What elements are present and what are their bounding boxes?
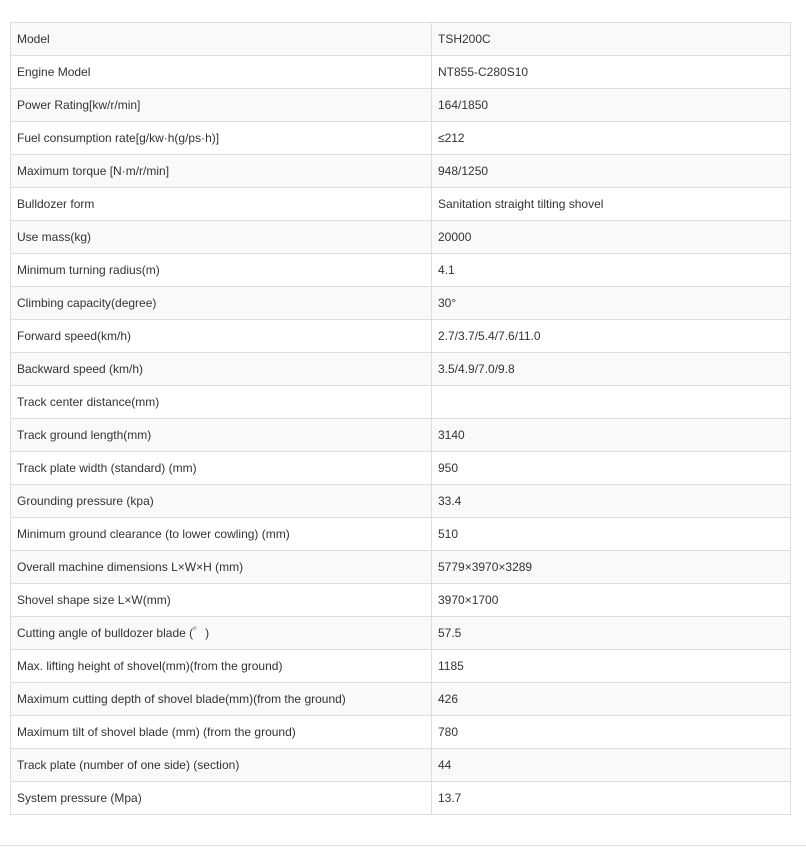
spec-value: 44 bbox=[432, 749, 791, 782]
table-row bbox=[11, 155, 791, 188]
table-row bbox=[11, 551, 791, 584]
spec-value: 13.7 bbox=[432, 782, 791, 815]
spec-value: 20000 bbox=[432, 221, 791, 254]
table-row bbox=[11, 122, 791, 155]
spec-label: Shovel shape size L×W(mm) bbox=[11, 584, 432, 617]
spec-label: Bulldozer form bbox=[11, 188, 432, 221]
spec-label: Overall machine dimensions L×W×H (mm) bbox=[11, 551, 432, 584]
table-row bbox=[11, 188, 791, 221]
spec-value: 57.5 bbox=[432, 617, 791, 650]
table-row bbox=[11, 89, 791, 122]
spec-value: 2.7/3.7/5.4/7.6/11.0 bbox=[432, 320, 791, 353]
table-row bbox=[11, 452, 791, 485]
spec-label: Forward speed(km/h) bbox=[11, 320, 432, 353]
table-row bbox=[11, 650, 791, 683]
table-row bbox=[11, 485, 791, 518]
spec-value: 33.4 bbox=[432, 485, 791, 518]
bottom-divider bbox=[0, 845, 806, 846]
table-row bbox=[11, 221, 791, 254]
spec-label: Power Rating[kw/r/min] bbox=[11, 89, 432, 122]
spec-table-body bbox=[11, 23, 791, 815]
spec-label: Minimum ground clearance (to lower cowling) (mm) bbox=[11, 518, 432, 551]
spec-value: 950 bbox=[432, 452, 791, 485]
spec-value: 1185 bbox=[432, 650, 791, 683]
spec-value: TSH200C bbox=[432, 23, 791, 56]
table-row bbox=[11, 56, 791, 89]
spec-label: Track plate width (standard) (mm) bbox=[11, 452, 432, 485]
spec-label: Track plate (number of one side) (section) bbox=[11, 749, 432, 782]
spec-label: Grounding pressure (kpa) bbox=[11, 485, 432, 518]
table-row bbox=[11, 287, 791, 320]
spec-value: NT855-C280S10 bbox=[432, 56, 791, 89]
spec-label: Track center distance(mm) bbox=[11, 386, 432, 419]
spec-value: 780 bbox=[432, 716, 791, 749]
spec-value: 5779×3970×3289 bbox=[432, 551, 791, 584]
table-row bbox=[11, 782, 791, 815]
spec-value bbox=[432, 386, 791, 419]
spec-value: 948/1250 bbox=[432, 155, 791, 188]
spec-label: Cutting angle of bulldozer blade (゜) bbox=[11, 617, 432, 650]
table-row bbox=[11, 320, 791, 353]
spec-value: 3140 bbox=[432, 419, 791, 452]
spec-value: ≤212 bbox=[432, 122, 791, 155]
spec-label: Max. lifting height of shovel(mm)(from the ground) bbox=[11, 650, 432, 683]
table-row bbox=[11, 353, 791, 386]
spec-value: 3.5/4.9/7.0/9.8 bbox=[432, 353, 791, 386]
spec-value: Sanitation straight tilting shovel bbox=[432, 188, 791, 221]
spec-value: 4.1 bbox=[432, 254, 791, 287]
table-row bbox=[11, 254, 791, 287]
spec-label: Maximum torque [N·m/r/min] bbox=[11, 155, 432, 188]
spec-value: 426 bbox=[432, 683, 791, 716]
spec-label: Engine Model bbox=[11, 56, 432, 89]
table-row bbox=[11, 584, 791, 617]
spec-label: Model bbox=[11, 23, 432, 56]
spec-value: 164/1850 bbox=[432, 89, 791, 122]
table-row bbox=[11, 683, 791, 716]
table-row bbox=[11, 386, 791, 419]
spec-label: Maximum tilt of shovel blade (mm) (from the ground) bbox=[11, 716, 432, 749]
spec-label: Fuel consumption rate[g/kw·h(g/ps·h)] bbox=[11, 122, 432, 155]
spec-label: Backward speed (km/h) bbox=[11, 353, 432, 386]
spec-label: System pressure (Mpa) bbox=[11, 782, 432, 815]
table-row bbox=[11, 419, 791, 452]
table-row bbox=[11, 518, 791, 551]
spec-table bbox=[10, 22, 791, 815]
spec-label: Climbing capacity(degree) bbox=[11, 287, 432, 320]
spec-value: 510 bbox=[432, 518, 791, 551]
table-row bbox=[11, 716, 791, 749]
table-row bbox=[11, 23, 791, 56]
spec-label: Maximum cutting depth of shovel blade(mm)(from the ground) bbox=[11, 683, 432, 716]
spec-value: 3970×1700 bbox=[432, 584, 791, 617]
spec-label: Track ground length(mm) bbox=[11, 419, 432, 452]
table-row bbox=[11, 617, 791, 650]
spec-value: 30° bbox=[432, 287, 791, 320]
spec-label: Minimum turning radius(m) bbox=[11, 254, 432, 287]
table-row bbox=[11, 749, 791, 782]
spec-label: Use mass(kg) bbox=[11, 221, 432, 254]
